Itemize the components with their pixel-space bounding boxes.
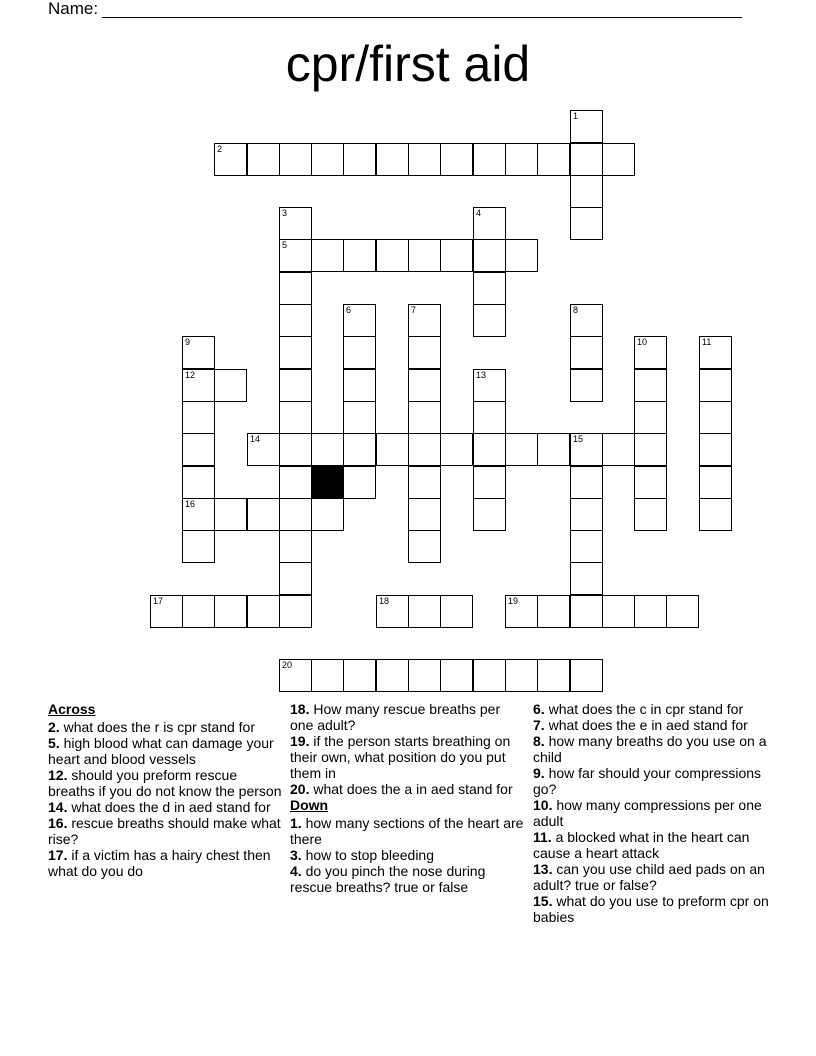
grid-cell[interactable] (570, 498, 603, 531)
grid-cell[interactable] (473, 239, 506, 272)
grid-cell[interactable] (602, 595, 635, 628)
clue-item-text: how many compressions per one adult (533, 797, 762, 829)
grid-cell[interactable] (214, 369, 247, 402)
clue-item-number: 7. (533, 717, 545, 733)
grid-cell[interactable] (343, 143, 376, 176)
clue-item (290, 701, 526, 733)
grid-cell[interactable] (279, 401, 312, 434)
grid-cell[interactable] (634, 336, 667, 369)
grid-cell[interactable] (699, 401, 732, 434)
grid-cell[interactable] (570, 175, 603, 208)
clue-number: 1 (573, 111, 579, 121)
grid-cell[interactable] (343, 369, 376, 402)
clue-number: 16 (185, 499, 196, 509)
clue-section-header: Across (48, 701, 96, 717)
grid-cell[interactable] (376, 143, 409, 176)
grid-cell[interactable] (311, 659, 344, 692)
clue-item (290, 847, 526, 863)
grid-cell[interactable] (214, 595, 247, 628)
clue-item (533, 733, 769, 765)
grid-cell[interactable] (408, 143, 441, 176)
grid-cell[interactable] (634, 498, 667, 531)
grid-cell[interactable] (505, 143, 538, 176)
grid-cell[interactable] (473, 659, 506, 692)
grid-cell[interactable] (214, 498, 247, 531)
grid-cell[interactable] (408, 369, 441, 402)
clue-item-number: 11. (533, 829, 552, 845)
grid-cell[interactable] (376, 239, 409, 272)
grid-cell[interactable] (505, 659, 538, 692)
grid-cell[interactable] (570, 530, 603, 563)
grid-cell[interactable] (279, 466, 312, 499)
grid-cell[interactable] (311, 433, 344, 466)
grid-cell[interactable] (343, 401, 376, 434)
clue-item-number: 1. (290, 815, 302, 831)
grid-cell[interactable] (247, 498, 280, 531)
clue-item-number: 20. (290, 781, 310, 797)
grid-cell[interactable] (408, 498, 441, 531)
clue-item-text: can you use child aed pads on an adult? true or false? (533, 861, 765, 893)
grid-cell[interactable] (279, 304, 312, 337)
grid-cell[interactable] (537, 143, 570, 176)
clue-number: 9 (185, 337, 191, 347)
grid-cell[interactable] (343, 659, 376, 692)
clue-item-number: 19. (290, 733, 310, 749)
grid-cell[interactable] (408, 659, 441, 692)
grid-cell[interactable] (570, 595, 603, 628)
grid-cell[interactable] (440, 143, 473, 176)
grid-cell[interactable] (279, 562, 312, 595)
page-title: cpr/first aid (285, 36, 531, 92)
clue-item-text: rescue breaths should make what rise? (48, 815, 281, 847)
grid-cell[interactable] (570, 369, 603, 402)
grid-cell[interactable] (634, 401, 667, 434)
grid-cell[interactable] (505, 239, 538, 272)
clue-item (290, 863, 526, 895)
grid-cell[interactable] (634, 595, 667, 628)
clues-column-3 (533, 701, 769, 925)
grid-cell[interactable] (343, 304, 376, 337)
clue-item-text: how to stop bleeding (301, 847, 435, 863)
clue-section-header: Down (290, 797, 329, 813)
grid-cell[interactable] (699, 433, 732, 466)
clue-item-text: what does the r is cpr stand for (59, 719, 256, 735)
grid-cell[interactable] (279, 595, 312, 628)
grid-cell[interactable] (570, 207, 603, 240)
grid-cell[interactable] (537, 433, 570, 466)
grid-cell[interactable] (473, 369, 506, 402)
clue-number: 7 (411, 305, 417, 315)
grid-cell[interactable] (408, 304, 441, 337)
clue-item-text: what does the a in aed stand for (309, 781, 513, 797)
grid-cell[interactable] (699, 498, 732, 531)
grid-cell[interactable] (602, 143, 635, 176)
clue-number: 20 (282, 660, 293, 670)
clue-item-number: 6. (533, 701, 545, 717)
grid-cell[interactable] (182, 401, 215, 434)
grid-cell[interactable] (182, 433, 215, 466)
grid-cell[interactable] (634, 466, 667, 499)
clue-item-text: how many sections of the heart are there (290, 815, 524, 847)
grid-cell[interactable] (279, 207, 312, 240)
grid-cell[interactable] (279, 369, 312, 402)
clue-item (290, 781, 526, 797)
grid-cell[interactable] (537, 595, 570, 628)
grid-cell[interactable] (247, 433, 280, 466)
grid-cell[interactable] (182, 595, 215, 628)
clue-item (48, 799, 284, 815)
clue-item (533, 893, 769, 925)
grid-cell[interactable] (699, 369, 732, 402)
clue-item-text: what does the c in cpr stand for (544, 701, 744, 717)
clue-item-number: 17. (48, 847, 68, 863)
grid-cell[interactable] (473, 466, 506, 499)
clue-number: 17 (153, 596, 164, 606)
grid-cell[interactable] (343, 336, 376, 369)
grid-cell[interactable] (343, 433, 376, 466)
clue-item-text: what does the e in aed stand for (544, 717, 748, 733)
clue-item-text: if a victim has a hairy chest then what do you do (48, 847, 271, 879)
grid-cell[interactable] (214, 143, 247, 176)
clue-item (48, 735, 284, 767)
grid-cell[interactable] (343, 239, 376, 272)
clue-item-number: 9. (533, 765, 545, 781)
grid-cell[interactable] (150, 595, 183, 628)
clue-item-number: 10. (533, 797, 553, 813)
clue-item (533, 717, 769, 733)
clue-item-number: 15. (533, 893, 553, 909)
clue-item (48, 719, 284, 735)
clue-number: 10 (637, 337, 648, 347)
grid-cell[interactable] (570, 466, 603, 499)
clue-number: 3 (282, 208, 288, 218)
grid-cell[interactable] (408, 239, 441, 272)
clue-number: 2 (217, 144, 223, 154)
clue-item-text: how many breaths do you use on a child (533, 733, 767, 765)
clue-item-text: if the person starts breathing on their own, what position do you put them in (290, 733, 511, 781)
grid-cell[interactable] (570, 562, 603, 595)
grid-cell[interactable] (634, 369, 667, 402)
clue-item-text: what does the d in aed stand for (67, 799, 271, 815)
grid-cell[interactable] (537, 659, 570, 692)
grid-cell[interactable] (473, 207, 506, 240)
clue-item-number: 2. (48, 719, 60, 735)
grid-cell[interactable] (699, 466, 732, 499)
clue-number: 6 (346, 305, 352, 315)
grid-cell[interactable] (279, 659, 312, 692)
grid-cell[interactable] (473, 401, 506, 434)
grid-cell[interactable] (279, 143, 312, 176)
clue-item-number: 12. (48, 767, 68, 783)
grid-cell[interactable] (408, 595, 441, 628)
clue-item (290, 815, 526, 847)
clue-number: 4 (476, 208, 482, 218)
grid-cell[interactable] (473, 433, 506, 466)
grid-cell[interactable] (182, 336, 215, 369)
clue-item (48, 815, 284, 847)
grid-cell[interactable] (699, 336, 732, 369)
clue-item-number: 3. (290, 847, 302, 863)
clue-item (533, 765, 769, 797)
grid-cell[interactable] (279, 336, 312, 369)
grid-cell[interactable] (376, 595, 409, 628)
clue-item-text: should you preform rescue breaths if you do not know the person (48, 767, 282, 799)
grid-cell[interactable] (182, 498, 215, 531)
grid-cell[interactable] (311, 498, 344, 531)
grid-cell[interactable] (279, 272, 312, 305)
clue-number: 11 (702, 337, 712, 347)
clue-item-text: do you pinch the nose during rescue breaths? true or false (290, 863, 486, 895)
black-square (311, 466, 344, 499)
clue-item-text: How many rescue breaths per one adult? (290, 701, 501, 733)
grid-cell[interactable] (376, 659, 409, 692)
grid-cell[interactable] (408, 466, 441, 499)
clue-item (533, 829, 769, 861)
grid-cell[interactable] (311, 143, 344, 176)
grid-cell[interactable] (473, 272, 506, 305)
grid-cell[interactable] (473, 304, 506, 337)
grid-cell[interactable] (634, 433, 667, 466)
clue-number: 15 (573, 434, 584, 444)
grid-cell[interactable] (440, 239, 473, 272)
clue-number: 19 (508, 596, 519, 606)
grid-cell[interactable] (376, 433, 409, 466)
clue-item-text: a blocked what in the heart can cause a heart attack (533, 829, 750, 861)
clue-item-number: 14. (48, 799, 68, 815)
grid-cell[interactable] (279, 530, 312, 563)
grid-cell[interactable] (279, 433, 312, 466)
clue-item (533, 701, 769, 717)
grid-cell[interactable] (182, 369, 215, 402)
clue-number: 12 (185, 370, 196, 380)
clue-item-text: how far should your compressions go? (533, 765, 762, 797)
grid-cell[interactable] (408, 336, 441, 369)
clue-number: 18 (379, 596, 390, 606)
grid-cell[interactable] (570, 659, 603, 692)
clue-item-text: high blood what can damage your heart and blood vessels (48, 735, 274, 767)
grid-cell[interactable] (505, 595, 538, 628)
clue-item-number: 5. (48, 735, 60, 751)
clue-item (290, 733, 526, 781)
clue-number: 14 (250, 434, 261, 444)
clue-item-number: 4. (290, 863, 302, 879)
clue-item-number: 13. (533, 861, 553, 877)
grid-cell[interactable] (570, 143, 603, 176)
grid-cell[interactable] (279, 239, 312, 272)
name-label: Name: (48, 0, 99, 18)
clue-item-number: 16. (48, 815, 68, 831)
clue-item-number: 8. (533, 733, 545, 749)
grid-cell[interactable] (311, 239, 344, 272)
grid-cell[interactable] (343, 466, 376, 499)
grid-cell[interactable] (570, 304, 603, 337)
grid-cell[interactable] (247, 143, 280, 176)
grid-cell[interactable] (602, 433, 635, 466)
grid-cell[interactable] (505, 433, 538, 466)
clue-item-text: what do you use to preform cpr on babies (533, 893, 769, 925)
clue-item-number: 18. (290, 701, 310, 717)
grid-cell[interactable] (473, 143, 506, 176)
grid-cell[interactable] (440, 595, 473, 628)
grid-cell[interactable] (279, 498, 312, 531)
grid-cell[interactable] (182, 530, 215, 563)
grid-cell[interactable] (247, 595, 280, 628)
grid-cell[interactable] (408, 530, 441, 563)
grid-cell[interactable] (570, 433, 603, 466)
grid-cell[interactable] (408, 433, 441, 466)
grid-cell[interactable] (473, 498, 506, 531)
clue-number: 8 (573, 305, 579, 315)
clue-item (533, 861, 769, 893)
grid-cell[interactable] (570, 336, 603, 369)
clue-item (533, 797, 769, 829)
clues-column-1 (48, 701, 284, 879)
grid-cell[interactable] (440, 433, 473, 466)
grid-cell[interactable] (666, 595, 699, 628)
grid-cell[interactable] (440, 659, 473, 692)
clue-item (48, 767, 284, 799)
clue-item (48, 847, 284, 879)
clue-number: 13 (476, 370, 487, 380)
clue-number: 5 (282, 240, 288, 250)
clues-column-2 (290, 701, 526, 895)
grid-cell[interactable] (408, 401, 441, 434)
grid-cell[interactable] (570, 110, 603, 143)
grid-cell[interactable] (182, 466, 215, 499)
